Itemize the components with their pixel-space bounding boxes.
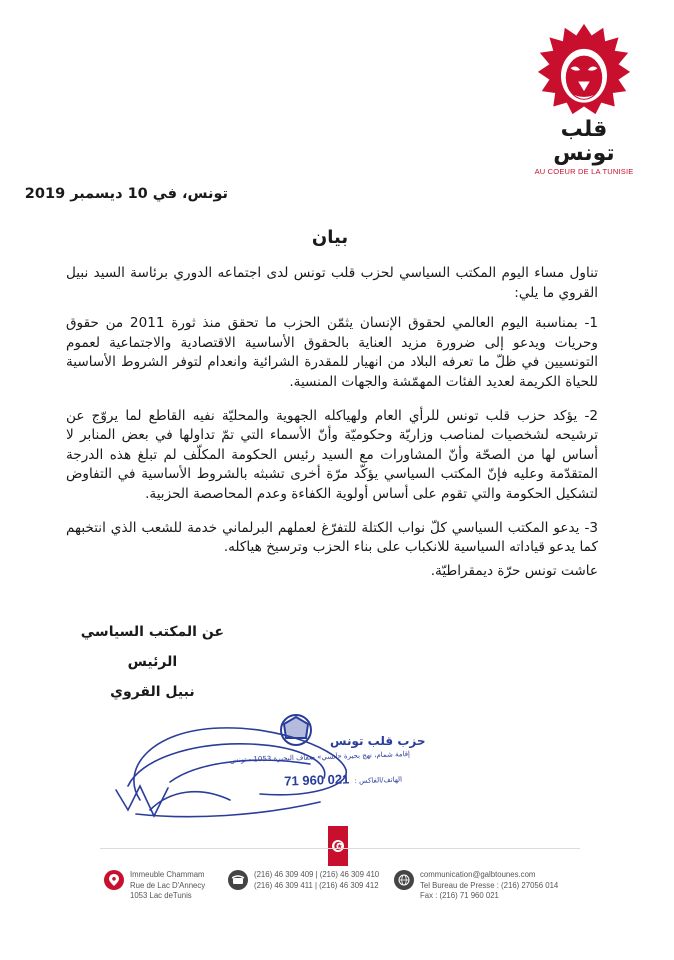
- stamp-phone-label: الهاتف/الفاكس :: [354, 775, 403, 786]
- footer-contact: [394, 870, 558, 902]
- signatory-name: نبيل القروي: [110, 684, 195, 700]
- letter-intro: تناول مساء اليوم المكتب السياسي لحزب قلب تونس لدى اجتماعه الدوري برئاسة السيد نبيل القروي ما يلي:: [66, 265, 598, 301]
- stamp-address: إقامة شمام، نهج بحيرة «آنسي» ضفاف البحيرة 1053 - تونس: [229, 749, 411, 765]
- footer-press-phone: Tel Bureau de Presse : (216) 27056 014: [420, 880, 559, 890]
- letter-body: [66, 264, 598, 581]
- footer-address-line: Rue de Lac D'Annecy: [130, 880, 206, 890]
- map-pin-icon: [104, 870, 124, 890]
- footer-address-line: Immeuble Chammam: [130, 870, 205, 879]
- footer-address-line: 1053 Lac deTunis: [130, 891, 192, 900]
- signatory-office: عن المكتب السياسي: [80, 624, 224, 640]
- item-text: يدعو المكتب السياسي كلّ نواب الكتلة للتفرّغ لعملهم البرلماني خدمة للشعب الذي انتخبهم كما يدعو قياداته السياسية للانكباب على بناء الحزب وترسيخ هياكله.: [66, 519, 598, 556]
- item-number: 2-: [584, 407, 598, 424]
- stamp-phone: 71 960 021: [284, 771, 350, 789]
- footer-phone-line: (216) 46 309 411 | (216) 46 309 412: [254, 880, 379, 890]
- footer-address: [104, 870, 205, 902]
- letter-title: بيان: [311, 227, 349, 248]
- lion-emblem-icon: [536, 22, 632, 118]
- statement-item-2: [66, 407, 598, 505]
- footer-fax: Fax : (216) 71 960 021: [420, 891, 499, 900]
- footer-divider: [100, 848, 580, 849]
- closing-line: عاشت تونس حرّة ديمقراطيّة.: [430, 562, 598, 579]
- statement-item-3: [66, 519, 598, 558]
- signatory-title: الرئيس: [127, 654, 178, 670]
- footer-phone-line: (216) 46 309 409 | (216) 46 309 410: [254, 870, 380, 879]
- item-number: 1-: [584, 315, 598, 332]
- letter-date: تونس، في 10 ديسمبر 2019: [24, 186, 228, 202]
- globe-icon: [394, 870, 414, 890]
- stamp-title: حزب قلب تونس: [330, 734, 426, 748]
- item-number: 3-: [584, 519, 598, 536]
- item-text: يؤكد حزب قلب تونس للرأي العام ولهياكله الجهوية والمحليّة نفيه القاطع لما يروّج عن ترشيحه لشخصيات لمناصب وزاريّة وحكوميّة وأنّ الأسماء التي تمّ تداولها في بعض المنابر لا أساس لها من الصحّة وأنّ المشاورات مع السيد رئيس الحكومة المكلّف لم تبلغ هذه الدرجة المتقدّمة وعليه فإنّ المكتب السياسي يؤكّد مرّة أخرى تشبثه بالشروط الأساسية في التفاوض لتشكيل الحكومة والتي تقوم على أساس أولوية الكفاءة وعدم المحاصصة الحزبية.: [66, 407, 598, 502]
- item-text: بمناسبة اليوم العالمي لحقوق الإنسان يثمّن الحزب ما تحقق منذ ثورة 2011 من حقوق وحريات ويدعو إلى ضرورة مزيد العناية بالحقوق الأساسية الاقتصادية والاجتماعية لعموم التونسيين في ظلّ ما تعرفه البلاد من انهيار للمقدرة الشرائية وانعدام لتوفر الشروط الأساسية للحياة الكريمة لعديد الفئات المهمّشة والجهات المنسية.: [66, 315, 598, 390]
- phone-icon: [228, 870, 248, 890]
- statement-item-1: [66, 314, 598, 392]
- footer-phones: [228, 870, 379, 891]
- logo-brand-text: قلب تونس: [553, 117, 615, 166]
- stamp-and-signature: [110, 690, 440, 840]
- letter-footer: [0, 860, 674, 920]
- party-logo: [532, 22, 636, 176]
- logo-tagline: AU COEUR DE LA TUNISIE: [534, 167, 634, 176]
- footer-email: communication@galbtounes.com: [420, 870, 536, 879]
